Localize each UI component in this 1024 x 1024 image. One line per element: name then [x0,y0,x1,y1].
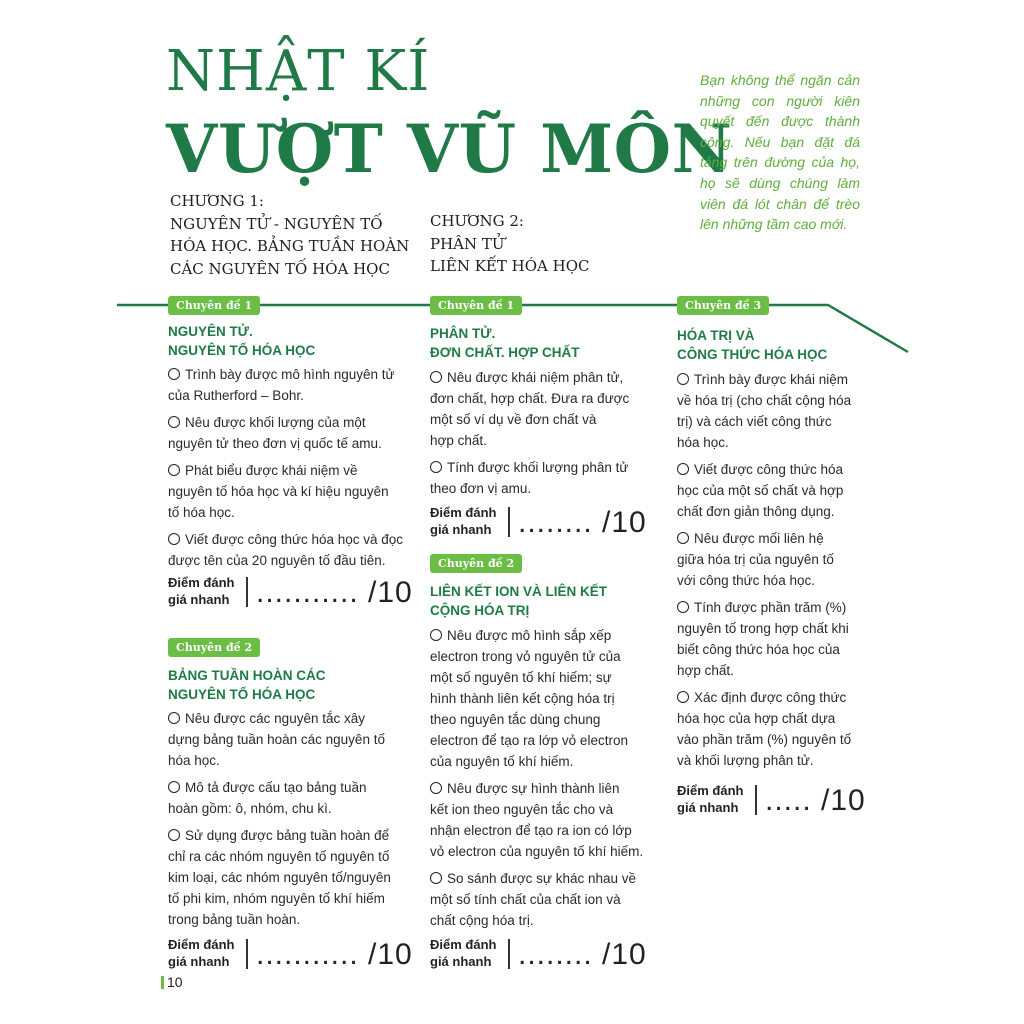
objective-text: theo đơn vị amu. [430,481,532,496]
objective-item [677,687,860,771]
checkbox-circle-icon[interactable] [430,872,442,884]
objective-item [430,457,647,499]
quick-score [168,937,413,977]
section-title-line: LIÊN KẾT ION VÀ LIÊN KẾT [430,584,608,599]
objective-item [168,708,408,771]
quote: Bạn không thể ngăn cản những con người kiên quyết đến được thành công. Nếu bạn đặt đá tảng trên đường của họ, họ sẽ dùng chúng làm viên đá lót chân để trèo lên những tầm cao mới. [700,72,860,233]
objective-text: với công thức hóa học. [677,573,815,588]
objective-text: của Rutherford – Bohr. [168,388,304,403]
checkbox-circle-icon[interactable] [430,461,442,473]
score-value[interactable]: ........... /10 [256,938,413,971]
checkbox-circle-icon[interactable] [677,532,689,544]
section-title-line: NGUYÊN TỬ. [168,324,253,339]
score-label-line: giá nhanh [430,521,492,537]
section-title-line: CỘNG HÓA TRỊ [430,603,530,618]
objective-text: đơn chất, hợp chất. Đưa ra được [430,391,630,406]
objective-text: theo nguyên tắc dùng chung [430,712,601,727]
objective-text: Phát biểu được khái niệm về [185,463,358,478]
objective-text: kết ion theo nguyên tắc cho và [430,802,614,817]
score-label-line: Điểm đánh [677,783,744,798]
score-value[interactable]: ........ /10 [518,938,647,971]
topic-badge: Chuyên đề 2 [168,638,260,657]
page-number: 10 [167,974,183,990]
chapter-2-line: LIÊN KẾT HÓA HỌC [430,257,590,275]
section-title [168,322,315,360]
objective-text: chất đơn giản thông dụng. [677,504,835,519]
checkbox-circle-icon[interactable] [168,712,180,724]
score-label-line: Điểm đánh [168,575,235,590]
objective-text: và khối lượng phân tử. [677,753,814,768]
checkbox-circle-icon[interactable] [168,368,180,380]
objective-text: vào phần trăm (%) nguyên tố [677,732,852,747]
chapter-1-line: CHƯƠNG 1: [170,192,264,210]
quick-score [430,937,647,977]
objective-text: dựng bảng tuần hoàn các nguyên tố [168,732,385,747]
topic-badge: Chuyên đề 2 [430,554,522,573]
chapter-1-line: HÓA HỌC. BẢNG TUẦN HOÀN [170,237,410,255]
quick-score [677,783,866,823]
score-label-line: giá nhanh [168,953,230,969]
objective-text: Sử dụng được bảng tuần hoàn để [185,828,390,843]
checkbox-circle-icon[interactable] [168,416,180,428]
score-label [677,783,743,816]
topic-badge: Chuyên đề 1 [430,296,522,315]
score-divider [508,507,510,537]
quick-score [168,575,413,615]
score-label [168,575,234,608]
objective-item [168,777,408,819]
section-title-line: HÓA TRỊ VÀ [677,328,755,343]
objective-text: Nêu được mối liên hệ [694,531,824,546]
objective-text: tố hóa học. [168,505,235,520]
chapter-1-line: CÁC NGUYÊN TỐ HÓA HỌC [170,259,390,278]
checkbox-circle-icon[interactable] [168,464,180,476]
objective-text: hợp chất. [430,433,487,448]
topic-badge: Chuyên đề 3 [677,296,769,315]
score-label-line: Điểm đánh [168,937,235,952]
checkbox-circle-icon[interactable] [677,691,689,703]
objective-item [430,868,647,931]
objective-text: trong bảng tuần hoàn. [168,912,301,927]
checkbox-circle-icon[interactable] [677,601,689,613]
score-label-line: giá nhanh [677,799,739,815]
section-title-line: ĐƠN CHẤT. HỢP CHẤT [430,345,580,360]
section-title-line: BẢNG TUẦN HOÀN CÁC [168,668,326,683]
objective-text: một số nguyên tố khí hiếm; sự [430,670,612,685]
checkbox-circle-icon[interactable] [168,533,180,545]
section-title-line: NGUYÊN TỐ HÓA HỌC [168,343,316,358]
section-title [168,666,326,704]
objective-text: electron để tạo ra lớp vỏ electron [430,733,628,748]
objective-item [677,369,860,453]
score-label-line: Điểm đánh [430,937,497,952]
objective-text: hình thành liên kết cộng hóa trị [430,691,615,706]
objective-item [430,625,647,772]
objective-text: Tính được phần trăm (%) [694,600,847,615]
score-value[interactable]: ........... /10 [256,576,413,609]
score-label [168,937,234,970]
objective-text: Mô tả được cấu tạo bảng tuần [185,780,367,795]
objective-text: electron trong vỏ nguyên tử của [430,649,621,664]
objective-item [168,460,408,523]
page-marker [161,976,164,989]
checkbox-circle-icon[interactable] [677,373,689,385]
checkbox-circle-icon[interactable] [430,371,442,383]
objective-item [677,597,860,681]
objective-text: So sánh được sự khác nhau về [447,871,637,886]
score-label [430,505,496,538]
objective-text: Xác định được công thức [694,690,847,705]
chapter-2-line: PHÂN TỬ [430,234,505,253]
score-divider [246,939,248,969]
score-label-line: giá nhanh [430,953,492,969]
objective-text: hoàn gồm: ô, nhóm, chu kì. [168,801,332,816]
objective-text: về hóa trị (cho chất cộng hóa [677,393,852,408]
checkbox-circle-icon[interactable] [430,782,442,794]
objective-text: Trình bày được khái niệm [694,372,848,387]
objective-text: được tên của 20 nguyên tố đầu tiên. [168,553,386,568]
objective-text: Nêu được các nguyên tắc xây [185,711,365,726]
objective-text: Viết được công thức hóa học và đọc [185,532,404,547]
objective-item [168,364,408,406]
objective-text: Viết được công thức hóa [694,462,844,477]
objective-text: Nêu được mô hình sắp xếp [447,628,612,643]
chapter-1-line: NGUYÊN TỬ - NGUYÊN TỐ [170,214,383,233]
objective-item [677,459,860,522]
score-divider [508,939,510,969]
score-label-line: giá nhanh [168,591,230,607]
section-title [430,582,607,620]
score-label [430,937,496,970]
checkbox-circle-icon[interactable] [168,781,180,793]
score-label-line: Điểm đánh [430,505,497,520]
objective-text: hóa học. [677,435,729,450]
objective-item [677,528,860,591]
section-title-line: PHÂN TỬ. [430,326,496,341]
objective-item [168,412,408,454]
objective-text: Tính được khối lượng phân tử [447,460,629,475]
objective-text: nguyên tố trong hợp chất khi [677,621,849,636]
objective-text: Trình bày được mô hình nguyên tử [185,367,395,382]
objective-item [430,778,647,862]
objective-text: một số tính chất của chất ion và [430,892,621,907]
score-divider [755,785,757,815]
section-title [677,326,827,364]
quick-score [430,505,647,545]
section-title-line: CÔNG THỨC HÓA HỌC [677,347,828,362]
title-line-2: VƯỢT VŨ MÔN [166,110,733,188]
objective-text: nhận electron để tạo ra ion có lớp [430,823,632,838]
chapter-2-line: CHƯƠNG 2: [430,212,524,230]
checkbox-circle-icon[interactable] [168,829,180,841]
objective-text: hợp chất. [677,663,734,678]
objective-text: tố phi kim, nhóm nguyên tố khí hiếm [168,891,385,906]
objective-text: giữa hóa trị của nguyên tố [677,552,834,567]
section-title-line: NGUYÊN TỐ HÓA HỌC [168,687,316,702]
score-value[interactable]: ..... /10 [765,784,866,817]
objective-text: Nêu được sự hình thành liên [447,781,620,796]
objective-text: chất cộng hóa trị. [430,913,534,928]
objective-text: vỏ electron của nguyên tố khí hiếm. [430,844,644,859]
objective-text: trị) và cách viết công thức [677,414,832,429]
objective-text: biết công thức hóa học của [677,642,840,657]
section-title [430,324,580,362]
objective-text: Nêu được khối lượng của một [185,415,366,430]
objective-text: một số ví dụ về đơn chất và [430,412,597,427]
objective-text: nguyên tố hóa học và kí hiệu nguyên [168,484,389,499]
objective-text: hóa học của hợp chất dựa [677,711,836,726]
objective-text: kim loại, các nhóm nguyên tố/nguyên [168,870,391,885]
objective-item [430,367,647,451]
objective-text: chỉ ra các nhóm nguyên tố nguyên tố [168,849,390,864]
score-value[interactable]: ........ /10 [518,506,647,539]
objective-text: Nêu được khái niệm phân tử, [447,370,624,385]
topic-badge: Chuyên đề 1 [168,296,260,315]
objective-text: học của một số chất và hợp [677,483,844,498]
checkbox-circle-icon[interactable] [430,629,442,641]
objective-text: của nguyên tố khí hiếm. [430,754,574,769]
objective-item [168,825,408,930]
checkbox-circle-icon[interactable] [677,463,689,475]
objective-text: hóa học. [168,753,220,768]
title-line-1: NHẬT KÍ [166,39,431,104]
objective-item [168,529,408,571]
objective-text: nguyên tử theo đơn vị quốc tế amu. [168,436,382,451]
score-divider [246,577,248,607]
